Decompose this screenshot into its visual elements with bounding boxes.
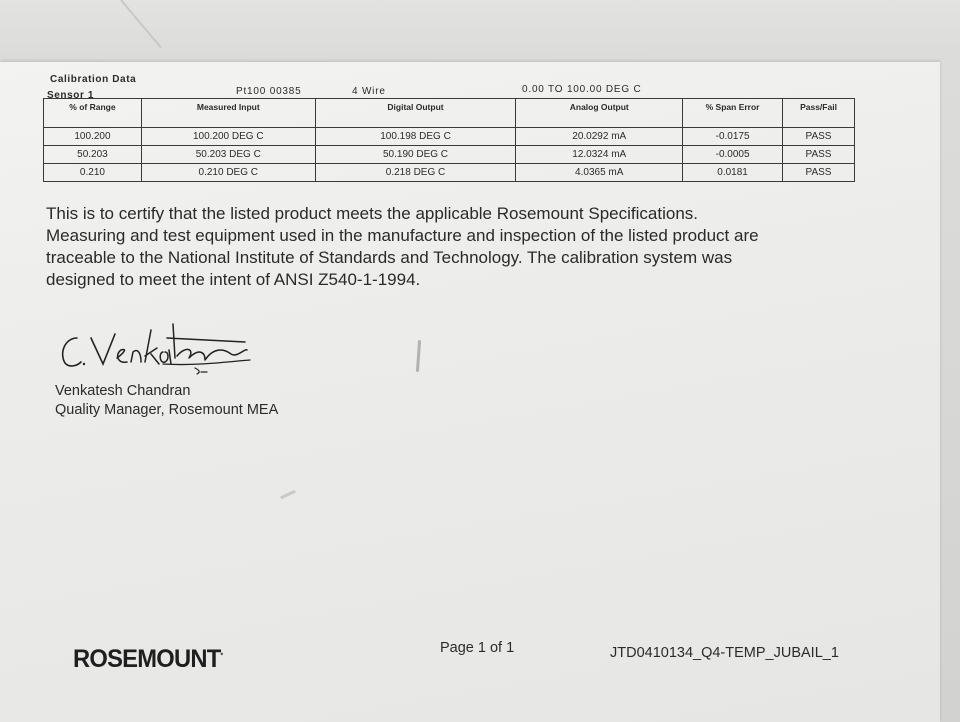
handwritten-signature	[55, 308, 255, 378]
document-id: JTD0410134_Q4-TEMP_JUBAIL_1	[610, 645, 839, 661]
column-header: Analog Output	[516, 99, 683, 128]
table-cell: 0.210	[44, 164, 142, 182]
table-header-row	[44, 99, 855, 128]
table-cell: PASS	[783, 146, 855, 164]
column-header: Pass/Fail	[783, 99, 855, 128]
table-cell: PASS	[783, 164, 855, 182]
column-header: Digital Output	[315, 99, 516, 128]
table-cell: PASS	[783, 128, 855, 146]
certification-line: This is to certify that the listed product meets the applicable Rosemount Specifications.	[46, 204, 698, 223]
certification-line: traceable to the National Institute of Standards and Technology. The calibration system was	[46, 248, 733, 267]
certification-line: Measuring and test equipment used in the manufacture and inspection of the listed product are	[46, 226, 759, 245]
table-cell: 100.200 DEG C	[141, 128, 315, 146]
page-number: Page 1 of 1	[440, 640, 515, 656]
column-header: % Span Error	[683, 99, 783, 128]
signatory-role: Quality Manager, Rosemount MEA	[55, 402, 279, 418]
signatory-name: Venkatesh Chandran	[55, 383, 191, 399]
certification-line: designed to meet the intent of ANSI Z540-1-1994.	[46, 270, 421, 289]
table-cell: 0.0181	[683, 164, 783, 182]
wiring-type: 4 Wire	[352, 86, 386, 97]
calibration-range: 0.00 TO 100.00 DEG C	[522, 84, 642, 95]
table-cell: 0.210 DEG C	[141, 164, 315, 182]
table-cell: 100.198 DEG C	[315, 128, 516, 146]
table-row	[44, 128, 855, 146]
rosemount-logo: ROSEMOUNT*	[73, 645, 224, 673]
column-header: Measured Input	[141, 99, 315, 128]
table-cell: 50.190 DEG C	[315, 146, 516, 164]
table-cell: 0.218 DEG C	[315, 164, 516, 182]
column-header: % of Range	[44, 99, 142, 128]
table-cell: -0.0175	[683, 128, 783, 146]
calibration-table	[43, 98, 855, 182]
table-cell: 4.0365 mA	[516, 164, 683, 182]
table-row	[44, 164, 855, 182]
table-cell: 100.200	[44, 128, 142, 146]
table-cell: 20.0292 mA	[516, 128, 683, 146]
table-cell: 50.203 DEG C	[141, 146, 315, 164]
signatory-block	[55, 382, 278, 420]
table-cell: 50.203	[44, 146, 142, 164]
certification-statement	[46, 203, 866, 291]
calibration-data-heading: Calibration Data	[50, 74, 137, 85]
table-cell: 12.0324 mA	[516, 146, 683, 164]
table-row	[44, 146, 855, 164]
sensor-label: Sensor 1	[47, 90, 95, 101]
sensor-model: Pt100 00385	[236, 86, 302, 97]
table-cell: -0.0005	[683, 146, 783, 164]
